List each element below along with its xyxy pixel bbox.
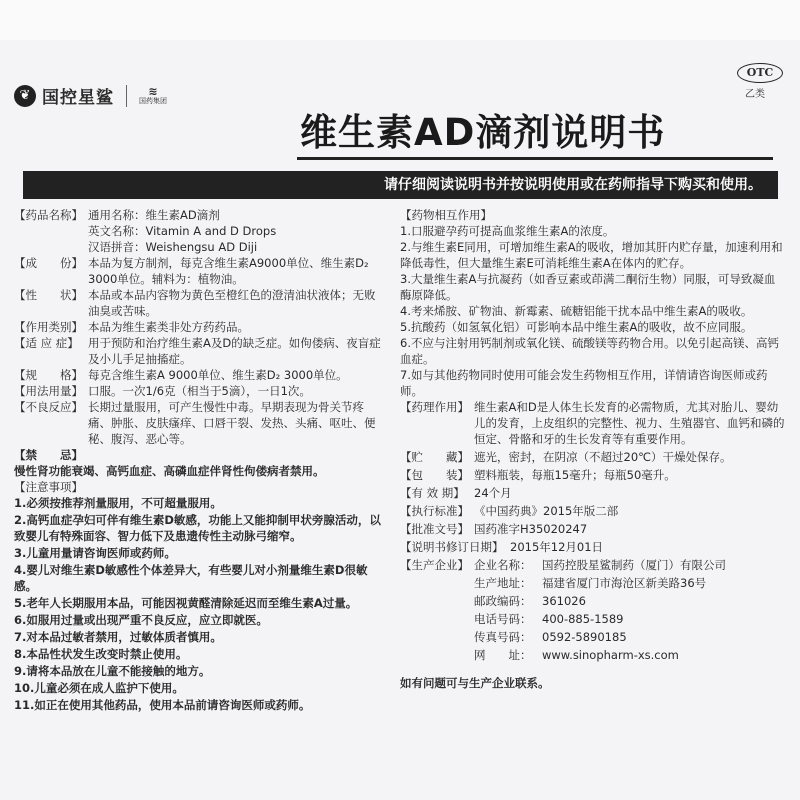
brand-logo xyxy=(14,83,167,108)
generic-name: 通用名称：维生素AD滴剂 xyxy=(88,208,220,222)
package-text: 塑料瓶装，每瓶15毫升；每瓶50毫升。 xyxy=(474,468,676,482)
mfr-value: 福建省厦门市海沧区新美路36号 xyxy=(542,576,707,590)
page-title: 维生素AD滴剂说明书 xyxy=(300,111,666,154)
contra-label: 【禁 忌】 xyxy=(14,448,83,462)
mfr-website-row xyxy=(474,647,786,663)
note-item: 8.本品性状发生改变时禁止使用。 xyxy=(14,647,188,661)
note-item: 1.必须按推荐剂量服用，不可超量服用。 xyxy=(14,496,222,510)
pinyin-name: 汉语拼音：Weishengsu AD Diji xyxy=(88,240,258,254)
spec-text: 每克含维生素A 9000单位、维生素D₂ 3000单位。 xyxy=(88,368,348,382)
validity-section xyxy=(400,485,786,501)
revision-label: 【说明书修订日期】 xyxy=(400,540,504,554)
composition-section xyxy=(14,255,384,287)
notes-label: 【注意事项】 xyxy=(14,480,83,494)
shark-logo-icon: ❦ xyxy=(14,85,36,107)
mfr-key: 企业名称： xyxy=(474,558,532,572)
adverse-label: 【不良反应】 xyxy=(14,400,83,414)
adverse-text: 长期过量服用，可产生慢性中毒。早期表现为骨关节疼痛、肿胀、皮肤瘙痒、口唇干裂、发热、头痛、呕吐、便秘、腹泻、恶心等。 xyxy=(88,400,376,446)
pharm-text: 维生素A和D是人体生长发育的必需物质，尤其对胎儿、婴幼儿的发育，上皮组织的完整性、视力、生殖器官、血钙和磷的恒定、骨骼和牙的生长发育等有重要作用。 xyxy=(474,400,785,446)
package-label: 【包 装】 xyxy=(400,468,469,482)
category-text: 本品为维生素类非处方药药品。 xyxy=(88,320,249,334)
indication-label: 【适 应 症】 xyxy=(14,336,79,350)
revision-section xyxy=(400,539,786,555)
mfr-key: 传真号码： xyxy=(474,630,532,644)
storage-label: 【贮 藏】 xyxy=(400,450,469,464)
approval-section xyxy=(400,521,786,537)
mfr-value: 国药控股星鲨制药（厦门）有限公司 xyxy=(542,558,726,572)
appearance-label: 【性 状】 xyxy=(14,288,83,302)
note-item: 7.对本品过敏者禁用，过敏体质者慎用。 xyxy=(14,630,222,644)
mfr-fax-row xyxy=(474,629,786,645)
instruction-banner xyxy=(23,171,778,199)
note-item: 4.婴儿对维生素D敏感性个体差异大，有些婴儿对小剂量维生素D很敏感。 xyxy=(14,563,368,593)
approval-label: 【批准文号】 xyxy=(400,522,469,536)
validity-text: 24个月 xyxy=(474,486,512,500)
manufacturer-label: 【生产企业】 xyxy=(400,558,469,572)
banner-text: 请仔细阅读说明书并按说明使用或在药师指导下购买和使用。 xyxy=(384,177,762,193)
storage-text: 遮光，密封，在阴凉（不超过20℃）干燥处保存。 xyxy=(474,450,732,464)
usage-section xyxy=(14,383,384,399)
storage-section xyxy=(400,449,786,465)
note-item: 2.高钙血症孕妇可伴有维生素D敏感，功能上又能抑制甲状旁腺活动，以致婴儿有特殊面容、智力低下及患遗传性主动脉弓缩窄。 xyxy=(14,513,381,543)
notes-list xyxy=(14,495,384,713)
composition-label: 【成 份】 xyxy=(14,256,83,270)
interaction-item: 4.考来烯胺、矿物油、新霉素、硫糖铝能干扰本品中维生素A的吸收。 xyxy=(400,304,753,318)
category-section xyxy=(14,319,384,335)
appearance-section xyxy=(14,287,384,319)
interaction-item: 2.与维生素E同用，可增加维生素A的吸收，增加其肝内贮存量，加速利用和降低毒性，但大量维生素E可消耗维生素A在体内的贮存。 xyxy=(400,240,783,270)
mfr-key: 生产地址： xyxy=(474,576,532,590)
standard-section xyxy=(400,503,786,519)
pharm-label: 【药理作用】 xyxy=(400,400,469,414)
note-item: 3.儿童用量请咨询医师或药师。 xyxy=(14,546,176,560)
mfr-postcode-row xyxy=(474,593,786,609)
interaction-item: 6.不应与注射用钙制剂或氧化镁、硫酸镁等药物合用。以免引起高镁、高钙血症。 xyxy=(400,336,779,366)
drug-name-section xyxy=(14,207,384,255)
usage-label: 【用法用量】 xyxy=(14,384,83,398)
right-column xyxy=(400,207,786,691)
top-margin xyxy=(0,0,800,40)
mfr-name-row xyxy=(474,557,786,573)
note-item: 6.如服用过量或出现严重不良反应，应立即就医。 xyxy=(14,613,268,627)
pharm-section xyxy=(400,399,786,447)
spec-label: 【规 格】 xyxy=(14,368,83,382)
approval-text: 国药准字H35020247 xyxy=(474,522,588,536)
brand-name: 国控星鲨 xyxy=(42,88,114,108)
standard-label: 【执行标准】 xyxy=(400,504,469,518)
left-column xyxy=(14,207,384,714)
mfr-value: 0592-5890185 xyxy=(542,630,627,644)
indication-section xyxy=(14,335,384,367)
drug-name-label: 【药品名称】 xyxy=(14,208,83,222)
contra-text: 慢性肾功能衰竭、高钙血症、高磷血症伴肾性佝偻病者禁用。 xyxy=(14,464,325,478)
interaction-item: 1.口服避孕药可提高血浆维生素A的浓度。 xyxy=(400,224,615,238)
mfr-phone-row xyxy=(474,611,786,627)
english-name: 英文名称：Vitamin A and D Drops xyxy=(88,224,277,238)
interaction-item: 3.大量维生素A与抗凝药（如香豆素或茚满二酮衍生物）同服，可导致凝血酶原降低。 xyxy=(400,272,776,302)
mfr-value: 361026 xyxy=(542,594,586,608)
mfr-value: www.sinopharm-xs.com xyxy=(542,648,679,662)
mfr-value: 400-885-1589 xyxy=(542,612,624,626)
mfr-key: 电话号码： xyxy=(474,612,532,626)
interaction-label: 【药物相互作用】 xyxy=(400,208,492,222)
category-label: 【作用类别】 xyxy=(14,320,83,334)
appearance-text: 本品或本品内容物为黄色至橙红色的澄清油状液体；无败油臭或苦味。 xyxy=(88,288,376,318)
adverse-section xyxy=(14,399,384,447)
sinopharm-logo-text: 国药集团 xyxy=(139,96,167,105)
indication-text: 用于预防和治疗维生素A及D的缺乏症。如佝偻病、夜盲症及小儿手足抽搐症。 xyxy=(88,336,381,366)
note-item: 9.请将本品放在儿童不能接触的地方。 xyxy=(14,664,211,678)
validity-label: 【有 效 期】 xyxy=(400,486,465,500)
sinopharm-logo-icon: ≋ xyxy=(148,84,158,98)
revision-text: 2015年12月01日 xyxy=(510,540,604,554)
manufacturer-section xyxy=(400,557,786,665)
note-item: 5.老年人长期服用本品，可能因视黄醛清除延迟而至维生素A过量。 xyxy=(14,596,358,610)
mfr-key: 邮政编码： xyxy=(474,594,532,608)
composition-text: 本品为复方制剂，每克含维生素A9000单位、维生素D₂ 3000单位。辅料为：植物油。 xyxy=(88,256,369,286)
contact-footer: 如有问题可与生产企业联系。 xyxy=(400,676,550,690)
mfr-address-row xyxy=(474,575,786,591)
otc-category: 乙类 xyxy=(745,89,765,100)
title-underline xyxy=(297,157,773,160)
mfr-key: 网 址： xyxy=(474,648,532,662)
interaction-item: 5.抗酸药（如氢氧化铝）可影响本品中维生素A的吸收，故不应同服。 xyxy=(400,320,753,334)
spec-section xyxy=(14,367,384,383)
note-item: 10.儿童必须在成人监护下使用。 xyxy=(14,681,184,695)
package-section xyxy=(400,467,786,483)
note-item: 11.如正在使用其他药品，使用本品前请咨询医师或药师。 xyxy=(14,698,311,712)
standard-text: 《中国药典》2015年版二部 xyxy=(474,504,619,518)
usage-text: 口服。一次1/6克（相当于5滴），一日1次。 xyxy=(88,384,311,398)
interaction-item: 7.如与其他药物同时使用可能会发生药物相互作用，详情请咨询医师或药师。 xyxy=(400,368,768,398)
otc-badge: OTC xyxy=(737,63,783,83)
logo-divider xyxy=(126,85,127,107)
sinopharm-logo xyxy=(139,86,167,106)
